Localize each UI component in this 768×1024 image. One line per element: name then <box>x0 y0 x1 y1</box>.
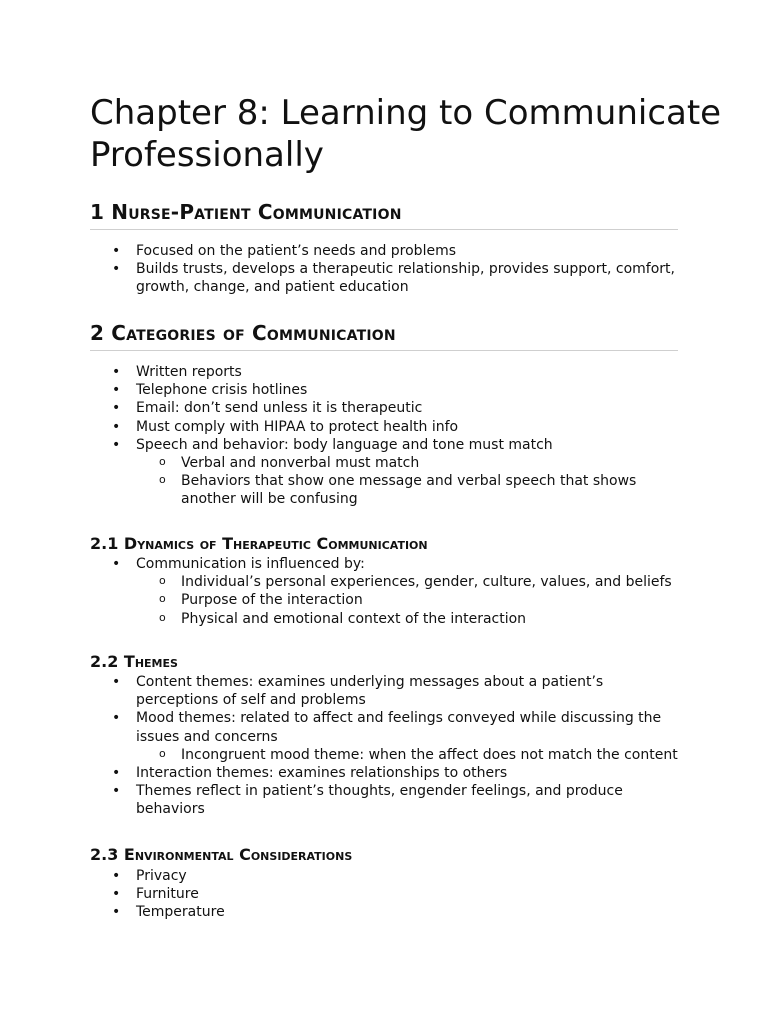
subsection-heading-dynamics: 2.1 Dynamics of Therapeutic Communication <box>90 534 428 553</box>
list-item: • Furniture <box>106 885 678 903</box>
section-heading-categories-of-communication: 2 Categories of Communication <box>90 320 678 351</box>
subsection-heading-themes: 2.2 Themes <box>90 652 178 671</box>
bullet-list <box>106 363 678 509</box>
list-item-text: Speech and behavior: body language and tone must match <box>136 436 553 453</box>
bullet-list <box>106 673 678 819</box>
bullet-list <box>106 555 678 628</box>
chapter-title: Chapter 8: Learning to Communicate Professionally <box>90 93 722 175</box>
bullet-list <box>106 867 678 922</box>
section-heading-nurse-patient-communication: 1 Nurse-Patient Communication <box>90 199 678 230</box>
bullet-list <box>106 242 678 297</box>
list-item-text: Mood themes: related to affect and feelings conveyed while discussing the issues and concerns <box>136 710 662 745</box>
sub-list-item: o Physical and emotional context of the interaction <box>136 610 678 628</box>
list-item <box>106 555 678 628</box>
sub-list-item: o Incongruent mood theme: when the affect does not match the content <box>136 746 678 764</box>
sub-list-item: o Behaviors that show one message and verbal speech that shows another will be confusing <box>136 472 678 508</box>
sub-list-item: o Individual’s personal experiences, gender, culture, values, and beliefs <box>136 573 678 591</box>
sub-list-item: o Verbal and nonverbal must match <box>136 454 678 472</box>
list-item: • Themes reflect in patient’s thoughts, engender feelings, and produce behaviors <box>106 782 678 818</box>
list-item: • Privacy <box>106 867 678 885</box>
list-item: • Interaction themes: examines relationships to others <box>106 764 678 782</box>
sub-bullet-list <box>136 454 678 509</box>
list-item: • Telephone crisis hotlines <box>106 381 678 399</box>
sub-bullet-list <box>136 573 678 628</box>
list-item <box>106 436 678 509</box>
list-item: • Email: don’t send unless it is therapeutic <box>106 399 678 417</box>
list-item: • Written reports <box>106 363 678 381</box>
list-item: • Must comply with HIPAA to protect health info <box>106 418 678 436</box>
sub-list-item: o Purpose of the interaction <box>136 591 678 609</box>
list-item <box>106 709 678 764</box>
subsection-heading-environmental-considerations: 2.3 Environmental Considerations <box>90 845 353 864</box>
list-item-text: Communication is influenced by: <box>136 556 365 572</box>
sub-bullet-list <box>136 746 678 764</box>
list-item: • Focused on the patient’s needs and problems <box>106 242 678 260</box>
list-item: • Temperature <box>106 903 678 921</box>
list-item: • Content themes: examines underlying messages about a patient’s perceptions of self and problems <box>106 673 678 709</box>
list-item: • Builds trusts, develops a therapeutic relationship, provides support, comfort, growth, change, and patient education <box>106 260 678 296</box>
